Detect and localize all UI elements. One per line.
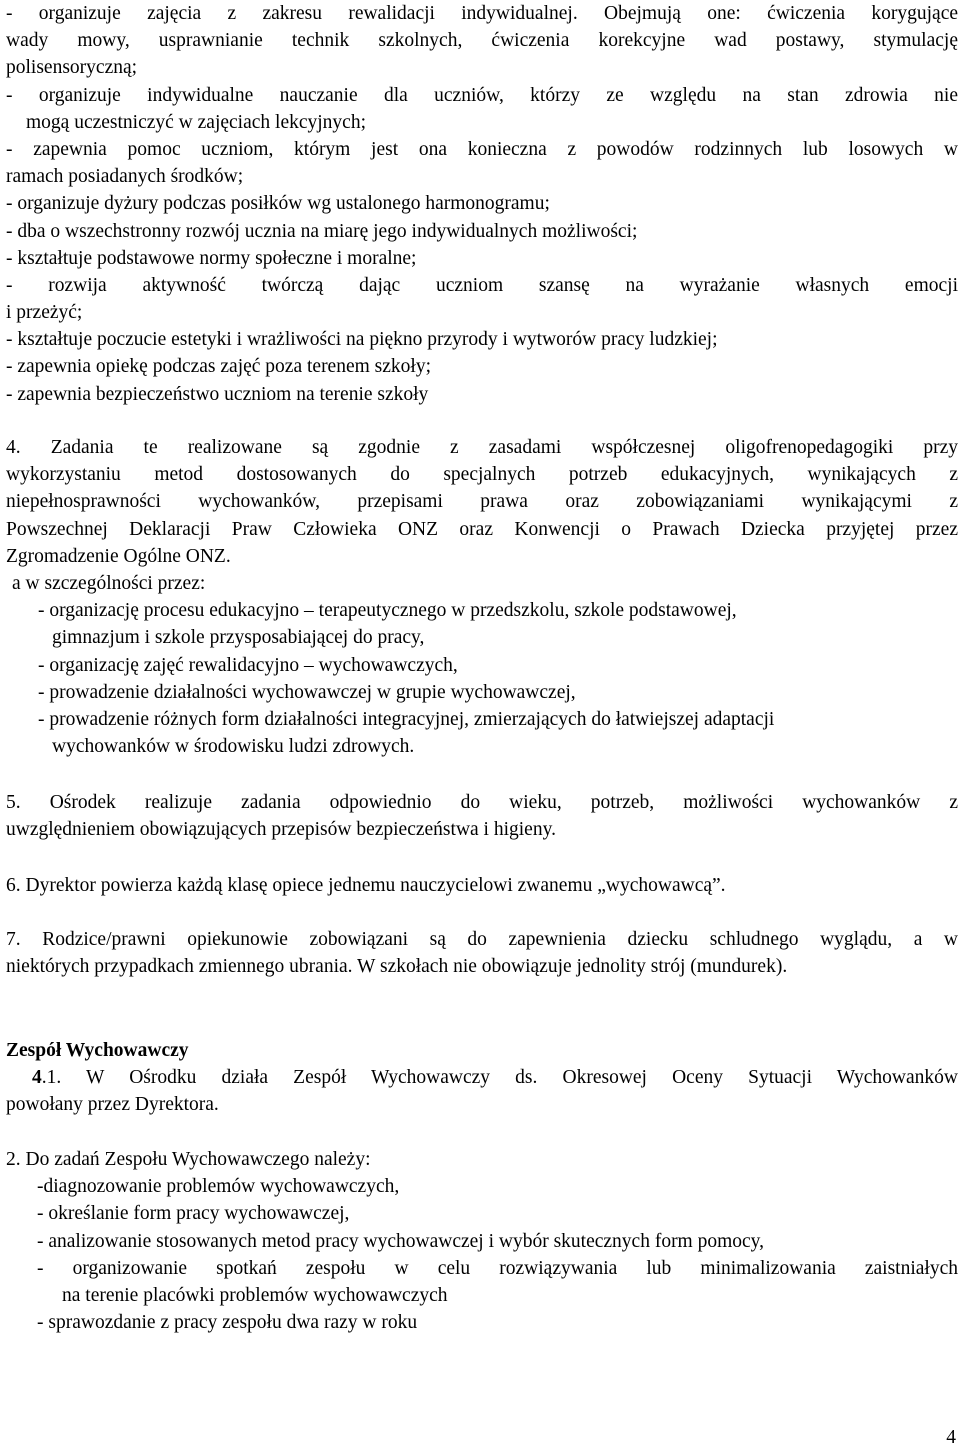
list-item: - organizację zajęć rewalidacyjno – wychowawczych,	[38, 654, 458, 676]
text-line: Zgromadzenie Ogólne ONZ.	[6, 545, 231, 567]
text-line: polisensoryczną;	[6, 57, 138, 79]
text-line: powołany przez Dyrektora.	[6, 1094, 219, 1116]
text-line: - kształtuje podstawowe normy społeczne i moralne;	[6, 247, 417, 269]
list-item: - analizowanie stosowanych metod pracy wychowawczej i wybór skutecznych form pomocy,	[37, 1230, 765, 1252]
list-item: na terenie placówki problemów wychowawczych	[62, 1284, 448, 1306]
page-number: 4	[946, 1427, 956, 1448]
list-item: - określanie form pracy wychowawczej,	[37, 1203, 350, 1225]
text-line: mogą uczestniczyć w zajęciach lekcyjnych;	[26, 111, 366, 133]
text-line: - organizuje zajęcia z zakresu rewalidacji indywidualnej. Obejmują one: ćwiczenia korygujące	[6, 3, 958, 24]
list-item: - sprawozdanie z pracy zespołu dwa razy w roku	[37, 1312, 418, 1334]
list-item: gimnazjum i szkole przysposabiającej do pracy,	[52, 627, 425, 649]
zespol-section	[6, 1037, 958, 1119]
list-item: - prowadzenie działalności wychowawczej w grupie wychowawczej,	[38, 681, 576, 703]
text-line: 4. Zadania te realizowane są zgodnie z zasadami współczesnej oligofrenopedagogiki przy	[6, 437, 958, 458]
point-5	[6, 789, 958, 843]
text-line: - organizuje indywidualne nauczanie dla uczniów, którzy ze względu na stan zdrowia nie	[6, 84, 958, 106]
text-line: Powszechnej Deklaracji Praw Człowieka ONZ oraz Konwencji o Prawach Dziecka przyjętej przez	[6, 518, 958, 540]
text-line: - zapewnia pomoc uczniom, którym jest ona konieczna z powodów rodzinnych lub losowych w	[6, 138, 958, 160]
list-item: wychowanków w środowisku ludzi zdrowych.	[52, 736, 415, 758]
text-line	[6, 1064, 958, 1091]
text-line: ramach posiadanych środków;	[6, 166, 244, 188]
zespol-tasks	[6, 1146, 958, 1336]
list-item: -diagnozowanie problemów wychowawczych,	[37, 1176, 400, 1198]
point-4	[6, 434, 958, 760]
text-line: wady mowy, usprawnianie technik szkolnych, ćwiczenia korekcyjne wad postawy, stymulację	[6, 30, 958, 52]
text-line: 5. Ośrodek realizuje zadania odpowiednio do wieku, potrzeb, możliwości wychowanków z	[6, 792, 958, 813]
paragraph-text: .1. W Ośrodku działa Zespół Wychowawczy ds. Okresowej Oceny Sytuacji Wychowanków	[41, 1067, 958, 1089]
list-item: - organizowanie spotkań zespołu w celu rozwiązywania lub minimalizowania zaistniałych	[37, 1257, 958, 1279]
text-line: - zapewnia bezpieczeństwo uczniom na terenie szkoły	[6, 383, 429, 405]
point-7	[6, 926, 958, 980]
text-line: 6. Dyrektor powierza każdą klasę opiece jednemu nauczycielowi zwanemu „wychowawcą”.	[6, 875, 726, 896]
text-line: wykorzystaniu metod dostosowanych do specjalnych potrzeb edukacyjnych, wynikających z	[6, 464, 958, 486]
text-line: 2. Do zadań Zespołu Wychowawczego należy:	[6, 1149, 371, 1170]
text-line: - organizuje dyżury podczas posiłków wg ustalonego harmonogramu;	[6, 193, 550, 215]
list-item: - organizację procesu edukacyjno – terapeutycznego w przedszkolu, szkole podstawowej,	[38, 600, 737, 622]
text-line: 7. Rodzice/prawni opiekunowie zobowiązani są do zapewnienia dziecku schludnego wyglądu, a w	[6, 929, 958, 950]
text-line: - rozwija aktywność twórczą dając uczniom szansę na wyrażanie własnych emocji	[6, 274, 958, 296]
text-line: i przeżyć;	[6, 302, 83, 324]
text-line: niepełnosprawności wychowanków, przepisami prawa oraz zobowiązaniami wynikającymi z	[6, 491, 958, 513]
list-item: - prowadzenie różnych form działalności integracyjnej, zmierzających do łatwiejszej adaptacji	[38, 708, 775, 730]
section-heading: Zespół Wychowawczy	[6, 1040, 189, 1061]
duties-list	[6, 0, 958, 408]
point-6	[6, 872, 958, 899]
paragraph-number: 4	[32, 1067, 42, 1089]
intro-line: a w szczególności przez:	[12, 572, 206, 594]
text-line: - kształtuje poczucie estetyki i wrażliwości na piękno przyrody i wytworów pracy ludzkiej;	[6, 329, 718, 351]
text-line: - dba o wszechstronny rozwój ucznia na miarę jego indywidualnych możliwości;	[6, 220, 638, 242]
text-line: - zapewnia opiekę podczas zajęć poza terenem szkoły;	[6, 356, 431, 378]
text-line: niektórych przypadkach zmiennego ubrania. W szkołach nie obowiązuje jednolity strój (mundurek).	[6, 956, 788, 978]
text-line: uwzględnieniem obowiązujących przepisów bezpieczeństwa i higieny.	[6, 819, 556, 841]
